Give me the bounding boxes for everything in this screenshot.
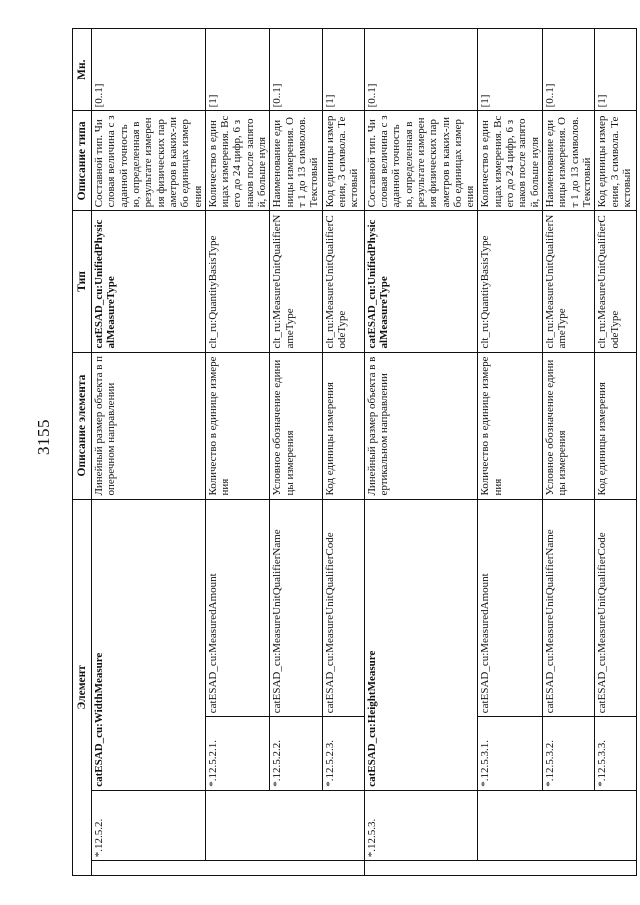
element-number: *.12.5.3.1.: [478, 717, 543, 791]
table-row: [595, 29, 637, 876]
element-number: *.12.5.3.3.: [595, 717, 637, 791]
element-name: catESAD_cu:MeasureUnitQualifierName: [543, 499, 595, 717]
indent-cell: [205, 790, 364, 861]
left-margin-cell: [364, 861, 637, 876]
element-description: Количество в единице измерения: [205, 352, 270, 499]
element-name: catESAD_cu:MeasuredAmount: [205, 499, 270, 717]
table-row: [92, 29, 206, 876]
element-number: *.12.5.2.: [92, 790, 206, 861]
element-type: catESAD_cu:UnifiedPhysicalMeasureType: [92, 211, 206, 352]
type-description: Составной тип. Числовая величина с заданной точностью, определенная в результате измерения физических параметров в каких-либо единицах измерения: [92, 111, 206, 211]
header-type-description: Описание типа: [73, 111, 92, 211]
element-name: catESAD_cu:MeasuredAmount: [478, 499, 543, 717]
element-name: catESAD_cu:MeasureUnitQualifierCode: [322, 499, 364, 717]
element-name: catESAD_cu:WidthMeasure: [92, 499, 206, 790]
multiplicity: [1]: [478, 29, 543, 111]
table-row: [270, 29, 322, 876]
multiplicity: [1]: [322, 29, 364, 111]
indent-cell: [478, 790, 637, 861]
element-type: clt_ru:MeasureUnitQualifierNameType: [270, 211, 322, 352]
multiplicity: [1]: [595, 29, 637, 111]
element-description: Условное обозначение единицы измерения: [543, 352, 595, 499]
element-type: clt_ru:MeasureUnitQualifierNameType: [543, 211, 595, 352]
element-name: catESAD_cu:MeasureUnitQualifierName: [270, 499, 322, 717]
type-description: Наименование единицы измерения. От 1 до 13 символов. Текстовый: [543, 111, 595, 211]
element-table: [72, 28, 637, 876]
table-row: [543, 29, 595, 876]
element-type: clt_ru:QuantityBasisType: [478, 211, 543, 352]
element-number: *.12.5.3.: [364, 790, 478, 861]
header-type: Тип: [73, 211, 92, 352]
type-description: Количество в единицах измерения. Всего до 24 цифр, 6 знаков после запятой, больше нуля: [205, 111, 270, 211]
left-margin-cell: [92, 861, 365, 876]
rotated-table-wrapper: [72, 28, 633, 876]
multiplicity: [0..1]: [92, 29, 206, 111]
element-number: *.12.5.3.2.: [543, 717, 595, 791]
element-number: *.12.5.2.1.: [205, 717, 270, 791]
header-row: [73, 29, 92, 876]
element-description: Код единицы измерения: [595, 352, 637, 499]
header-multiplicity: Мн.: [73, 29, 92, 111]
element-description: Код единицы измерения: [322, 352, 364, 499]
element-description: Линейный размер объекта в поперечном направлении: [92, 352, 206, 499]
type-description: Наименование единицы измерения. От 1 до 13 символов. Текстовый: [270, 111, 322, 211]
header-description: Описание элемента: [73, 352, 92, 499]
element-type: clt_ru:MeasureUnitQualifierCodeType: [322, 211, 364, 352]
type-description: Код единицы измерения, 3 символа. Текстовый: [595, 111, 637, 211]
element-number: *.12.5.2.2.: [270, 717, 322, 791]
element-description: Количество в единице измерения: [478, 352, 543, 499]
element-type: clt_ru:QuantityBasisType: [205, 211, 270, 352]
table-row: [364, 29, 478, 876]
element-name: catESAD_cu:MeasureUnitQualifierCode: [595, 499, 637, 717]
type-description: Составной тип. Числовая величина с заданной точностью, определенная в результате измерения физических параметров в каких-либо единицах измерения: [364, 111, 478, 211]
element-type: clt_ru:MeasureUnitQualifierCodeType: [595, 211, 637, 352]
type-description: Код единицы измерения, 3 символа. Текстовый: [322, 111, 364, 211]
element-description: Линейный размер объекта в вертикальном направлении: [364, 352, 478, 499]
table-row: [322, 29, 364, 876]
element-number: *.12.5.2.3.: [322, 717, 364, 791]
multiplicity: [0..1]: [364, 29, 478, 111]
multiplicity: [1]: [205, 29, 270, 111]
multiplicity: [0..1]: [270, 29, 322, 111]
header-element: Элемент: [73, 499, 92, 875]
element-name: catESAD_cu:HeightMeasure: [364, 499, 478, 790]
multiplicity: [0..1]: [543, 29, 595, 111]
element-type: catESAD_cu:UnifiedPhysicalMeasureType: [364, 211, 478, 352]
page-number: 3155: [34, 419, 53, 455]
type-description: Количество в единицах измерения. Всего до 24 цифр, 6 знаков после запятой, больше нуля: [478, 111, 543, 211]
table-row: [205, 29, 270, 876]
table-row: [478, 29, 543, 876]
element-description: Условное обозначение единицы измерения: [270, 352, 322, 499]
